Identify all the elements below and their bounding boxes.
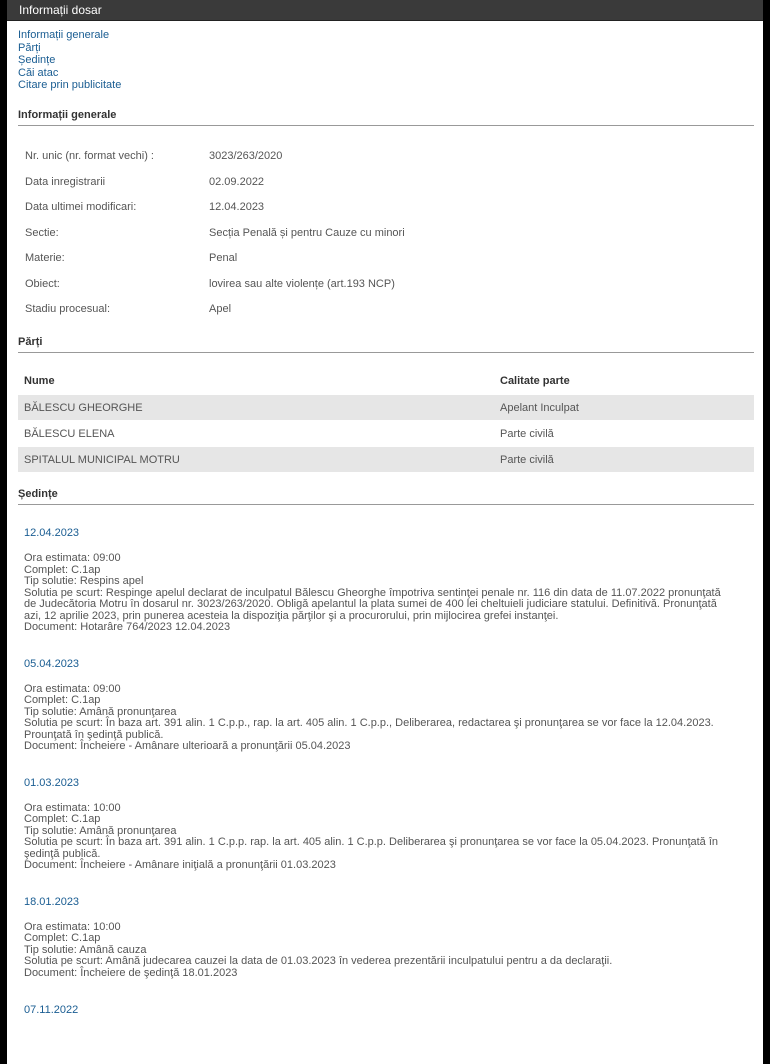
parties-header: Părți (18, 336, 754, 353)
hearing-summary: Solutia pe scurt: În baza art. 391 alin. 1 C.p.p. rap. la art. 405 alin. 1 C.p.p. Deliberarea şi pronunţarea se vor face la 05.04.2023. Pronunţată în (24, 836, 719, 848)
hearing-summary: azi, 12 aprilie 2023, prin punerea acesteia la dispoziţia părţilor şi a procurorului, prin mijlocirea grefei instanţei. (24, 609, 559, 622)
column-header-name: Nume (24, 375, 55, 387)
hearing-document: Document: Încheiere - Amânare ulterioară a pronunţării 05.04.2023 (24, 740, 351, 752)
hearing-solution-type: Tip solutie: Respins apel (24, 575, 144, 587)
hearing-summary: Solutia pe scurt: În baza art. 391 alin. 1 C.p.p., rap. la art. 405 alin. 1 C.p.p., Deliberarea, redactarea şi pronunţarea se vor face la 12.04.2023. (24, 717, 714, 729)
hearing-summary: Prounţată în şedinţă publică. (24, 728, 164, 741)
info-row (25, 169, 405, 195)
nav-link-hearings[interactable]: Ședințe (18, 54, 56, 66)
info-row (25, 195, 405, 221)
hearing-panel: Complet: C.1ap (24, 694, 101, 706)
info-label: Obiect: (25, 277, 60, 290)
hearing-solution-type: Tip solutie: Amână pronunţarea (24, 824, 177, 837)
table-row (18, 421, 754, 447)
page-titlebar: Informații dosar (7, 0, 763, 21)
hearing-summary: şedinţă publică. (24, 847, 101, 860)
hearing-time: Ora estimata: 10:00 (24, 920, 121, 933)
hearing-date: 07.11.2022 (24, 1004, 79, 1016)
table-row (18, 395, 754, 421)
info-value: Penal (209, 252, 238, 265)
info-label: Data ultimei modificari: (25, 201, 137, 214)
hearing-entry (24, 527, 749, 634)
general-info-header: Informații generale (18, 109, 754, 126)
hearing-time: Ora estimata: 09:00 (24, 682, 121, 695)
hearing-summary: de Judecătoria Motru în dosarul nr. 3023/263/2020. Obligă apelantul la plata sumei de 400 lei cheltuieli judiciare statului. Definitivă. Pronunţată (24, 598, 717, 610)
hearings-header: Ședințe (18, 488, 754, 505)
nav-link-parties[interactable]: Părți (18, 41, 41, 54)
party-name: BĂLESCU GHEORGHE (18, 395, 488, 421)
info-value: Apel (209, 303, 232, 316)
info-row (25, 220, 405, 246)
hearing-entry (24, 777, 749, 872)
info-row (25, 144, 405, 170)
info-label: Sectie: (25, 226, 59, 239)
info-value: 12.04.2023 (209, 201, 265, 214)
info-value: 3023/263/2020 (209, 150, 283, 163)
hearing-panel: Complet: C.1ap (24, 563, 101, 576)
hearing-solution-type: Tip solutie: Amână cauza (24, 943, 147, 956)
hearing-panel: Complet: C.1ap (24, 813, 101, 825)
hearing-date: 01.03.2023 (24, 776, 80, 789)
hearing-solution-type: Tip solutie: Amână pronunţarea (24, 705, 177, 718)
info-row (25, 246, 405, 272)
hearing-document: Document: Încheiere - Amânare iniţială a pronunţării 01.03.2023 (24, 859, 336, 871)
nav-link-general[interactable]: Informații generale (18, 29, 110, 41)
nav-link-public-summons[interactable]: Citare prin publicitate (18, 79, 122, 91)
hearing-summary: Solutia pe scurt: Amână judecarea cauzei la data de 01.03.2023 în vederea prezentării inculpatului pentru a da declaraţii. (24, 955, 613, 967)
info-label: Materie: (25, 252, 65, 265)
party-role: Parte civilă (488, 421, 754, 447)
hearing-entry (24, 658, 749, 753)
info-row (25, 297, 405, 323)
info-label: Nr. unic (nr. format vechi) : (25, 150, 154, 163)
hearing-entry (24, 1004, 749, 1017)
hearing-date: 18.01.2023 (24, 895, 80, 908)
party-name: BĂLESCU ELENA (18, 421, 488, 447)
column-header-role: Calitate parte (500, 375, 570, 387)
hearing-document: Document: Hotarâre 764/2023 12.04.2023 (24, 621, 231, 633)
hearing-document: Document: Încheiere de şedinţă 18.01.2023 (24, 966, 238, 979)
parties-header-row (18, 367, 754, 395)
hearing-time: Ora estimata: 10:00 (24, 801, 121, 814)
info-value: Secția Penală și pentru Cauze cu minori (209, 226, 405, 239)
hearing-date: 05.04.2023 (24, 657, 80, 670)
info-value: 02.09.2022 (209, 175, 265, 188)
table-row (18, 447, 754, 473)
section-nav (7, 21, 763, 92)
info-row (25, 271, 405, 297)
info-label: Stadiu procesual: (25, 303, 110, 316)
party-role: Parte civilă (488, 447, 754, 473)
case-info-page (7, 0, 763, 1064)
info-label: Data inregistrarii (25, 175, 106, 188)
party-name: SPITALUL MUNICIPAL MOTRU (18, 447, 488, 473)
nav-link-appeals[interactable]: Căi atac (18, 66, 59, 79)
info-value: lovirea sau alte violențe (art.193 NCP) (209, 277, 395, 290)
hearing-summary: Solutia pe scurt: Respinge apelul declarat de inculpatul Bălescu Gheorghe împotriva sentinţei penale nr. 116 din data de 11.07.2022 pronunţată (24, 586, 721, 599)
hearing-time: Ora estimata: 09:00 (24, 552, 121, 564)
parties-table (18, 367, 754, 472)
party-role: Apelant Inculpat (488, 395, 754, 421)
hearing-entry (24, 896, 749, 980)
general-info-table (25, 144, 405, 323)
hearing-panel: Complet: C.1ap (24, 932, 101, 944)
hearing-date: 12.04.2023 (24, 527, 80, 539)
